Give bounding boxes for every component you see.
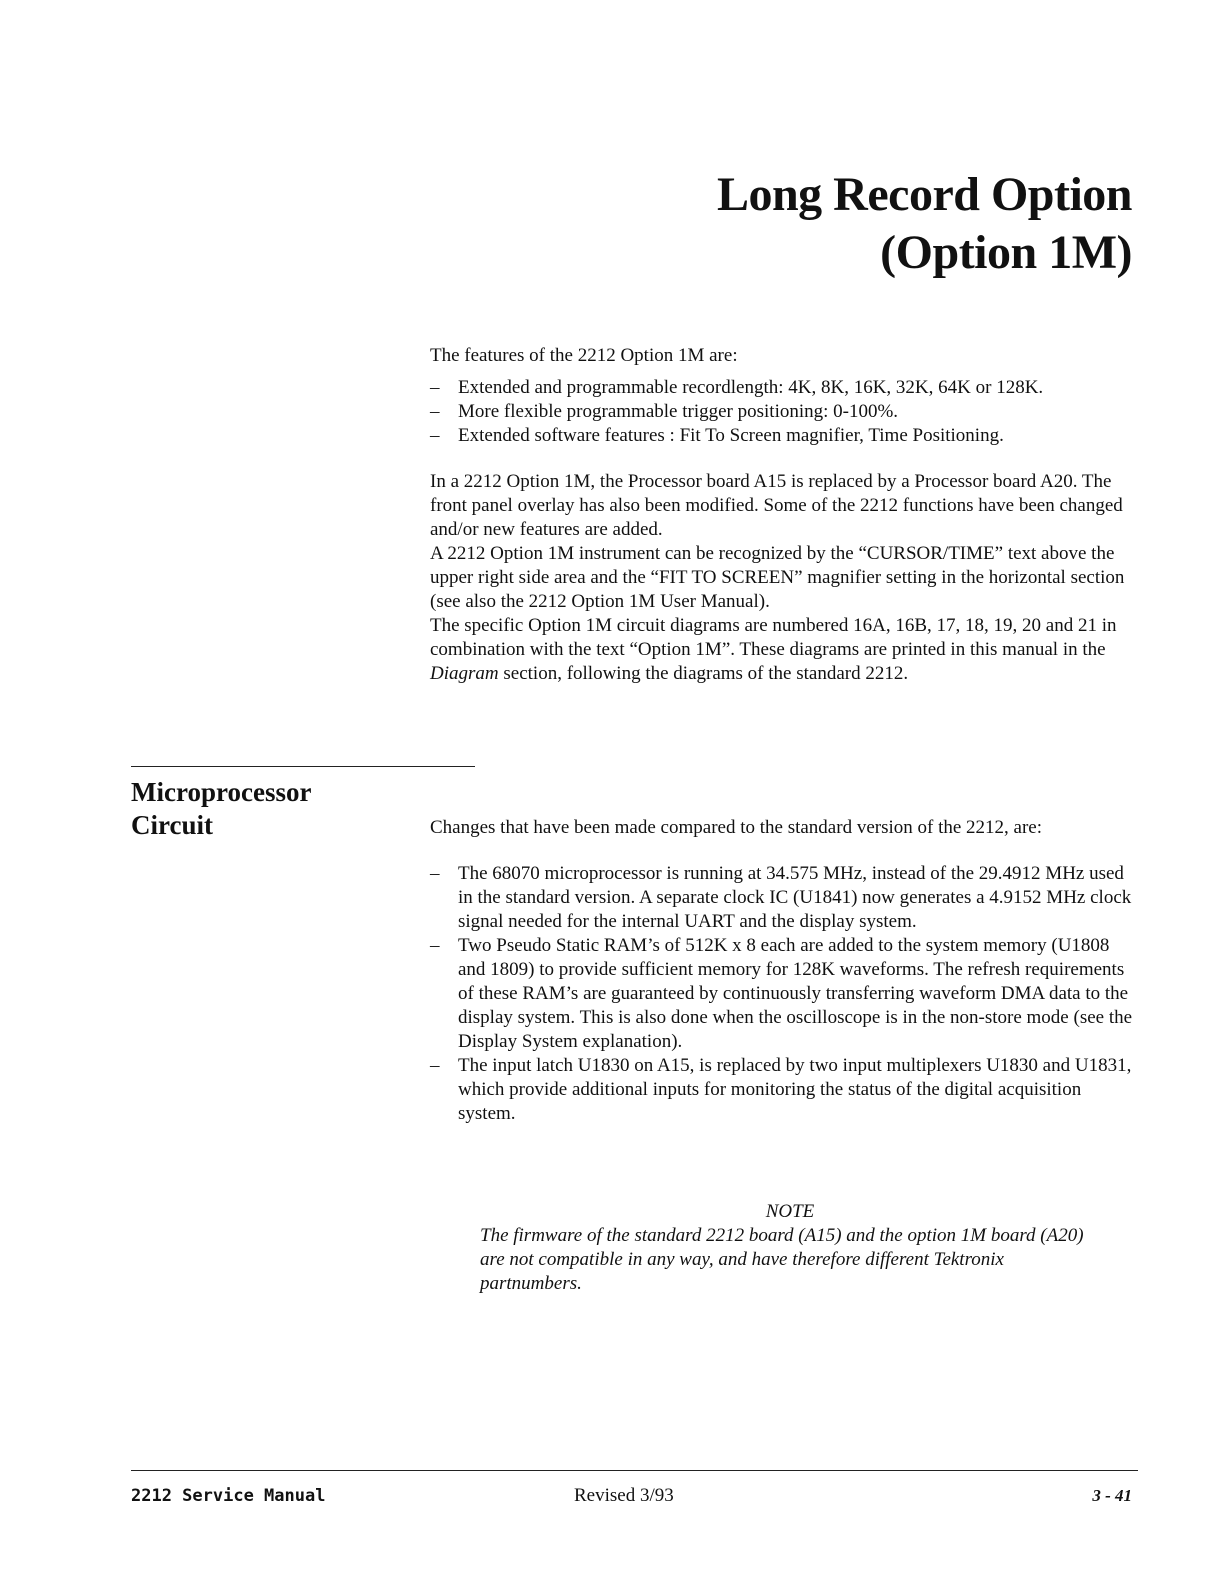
paragraph — [430, 614, 1140, 686]
page-title — [717, 166, 1132, 282]
footer-divider — [131, 1470, 1138, 1471]
heading-line-2: Circuit — [131, 810, 213, 840]
list-item: – Extended software features : Fit To Screen magnifier, Time Positioning. — [430, 424, 1140, 448]
emphasis-text: Diagram — [430, 663, 499, 684]
description-section — [430, 470, 1140, 686]
list-item: – Two Pseudo Static RAM’s of 512K x 8 each are added to the system memory (U1808 and 1809) to provide sufficient memory for 128K waveforms. The refresh requirements of these RAM’s are guaranteed by continuously transferring waveform DMA data to the display system. This is also done when the oscilloscope is in the non-store mode (see the Display System explanation). — [430, 934, 1140, 1054]
list-item: – Extended and programmable recordlength: 4K, 8K, 16K, 32K, 64K or 128K. — [430, 376, 1140, 400]
paragraph: In a 2212 Option 1M, the Processor board A15 is replaced by a Processor board A20. The front panel overlay has also been modified. Some of the 2212 functions have been changed and/or new features are added. — [430, 471, 1123, 540]
section-lead: Changes that have been made compared to the standard version of the 2212, are: — [430, 817, 1043, 838]
footer-page-number: 3 - 41 — [1092, 1486, 1132, 1505]
list-item: – The input latch U1830 on A15, is replaced by two input multiplexers U1830 and U1831, which provide additional inputs for monitoring the status of the digital acquisition system. — [430, 1054, 1140, 1126]
paragraph-text: The specific Option 1M circuit diagrams are numbered 16A, 16B, 17, 18, 19, 20 and 21 in combination with the text “Option 1M”. These diagrams are printed in this manual in the — [430, 615, 1117, 660]
intro-lead: The features of the 2212 Option 1M are: — [430, 345, 738, 366]
note-text: The firmware of the standard 2212 board (A15) and the option 1M board (A20) are not compatible in any way, and have therefore different Tektronix partnumbers. — [480, 1225, 1084, 1294]
section-divider — [131, 766, 475, 767]
list-item: – The 68070 microprocessor is running at 34.575 MHz, instead of the 29.4912 MHz used in the standard version. A separate clock IC (U1841) now generates a 4.9152 MHz clock signal needed for the internal UART and the display system. — [430, 862, 1140, 934]
title-line-2: (Option 1M) — [880, 226, 1132, 279]
footer-revision: Revised 3/93 — [574, 1485, 674, 1506]
intro-section — [430, 344, 1140, 448]
note-box — [480, 1200, 1100, 1296]
title-line-1: Long Record Option — [716, 168, 1132, 221]
microprocessor-section — [430, 816, 1140, 1126]
footer-manual-name: 2212 Service Manual — [131, 1486, 326, 1506]
section-heading — [131, 776, 311, 842]
feature-list — [430, 376, 1140, 448]
list-item: – More flexible programmable trigger positioning: 0-100%. — [430, 400, 1140, 424]
note-title: NOTE — [765, 1201, 815, 1222]
paragraph-text: section, following the diagrams of the standard 2212. — [498, 663, 909, 684]
changes-list — [430, 862, 1140, 1126]
paragraph: A 2212 Option 1M instrument can be recognized by the “CURSOR/TIME” text above the upper right side area and the “FIT TO SCREEN” magnifier setting in the horizontal section (see also the 2212 Option 1M User Manual). — [430, 543, 1125, 612]
heading-line-1: Microprocessor — [131, 777, 312, 807]
